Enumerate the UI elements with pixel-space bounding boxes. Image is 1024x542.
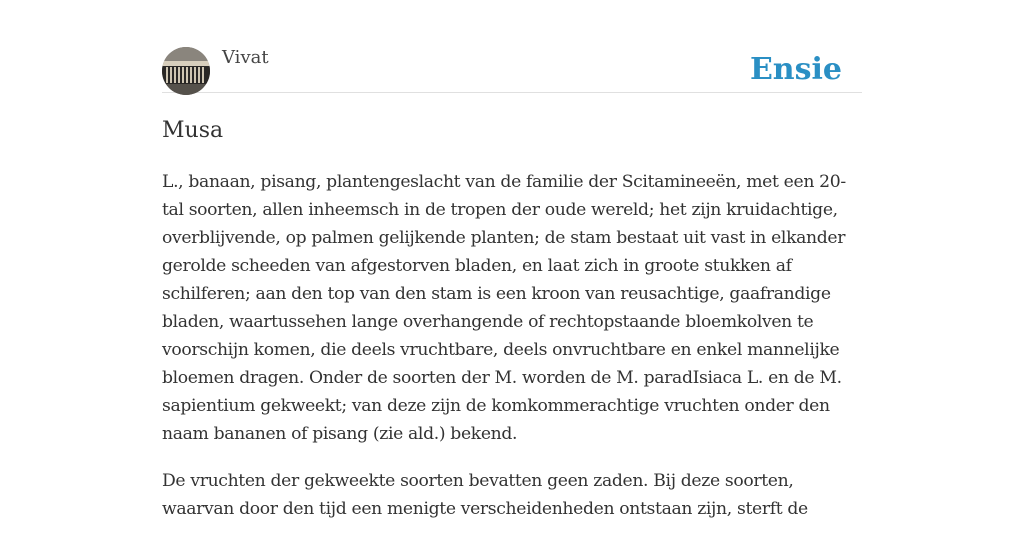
author-name[interactable]: Vivat [222, 47, 269, 68]
entry-body [162, 168, 862, 542]
entry-paragraph: De vruchten der gekweekte soorten bevatten geen zaden. Bij deze soorten, waarvan door den tijd een menigte verscheidenheden ontstaan zijn, sterft de [162, 471, 808, 519]
avatar[interactable] [162, 47, 210, 95]
bookshelf-avatar-icon [162, 47, 210, 95]
page-title: Musa [162, 118, 224, 143]
site-logo[interactable]: Ensie [749, 52, 842, 87]
entry-paragraph: L., banaan, pisang, plantengeslacht van de familie der Scitamineeën, met een 20-tal soorten, allen inheemsch in de tropen der oude wereld; het zijn kruidachtige, overblijvende, op palmen gelijkende planten; de stam bestaat uit vast in elkander gerolde scheeden van afgestorven bladen, en laat zich in groote stukken af schilferen; aan den top van den stam is een kroon van reusachtige, gaafrandige bladen, waartussehen lange overhangende of rechtopstaande bloemkolven te voorschijn komen, die deels vruchtbare, deels onvruchtbare en enkel mannelijke bloemen dragen. Onder de soorten der M. worden de M. paradIsiaca L. en de M. sapientium gekweekt; van deze zijn de komkommerachtige vruchten onder den naam bananen of pisang (zie ald.) bekend. [162, 172, 846, 444]
entry-page [162, 0, 862, 519]
entry-header [162, 0, 862, 93]
